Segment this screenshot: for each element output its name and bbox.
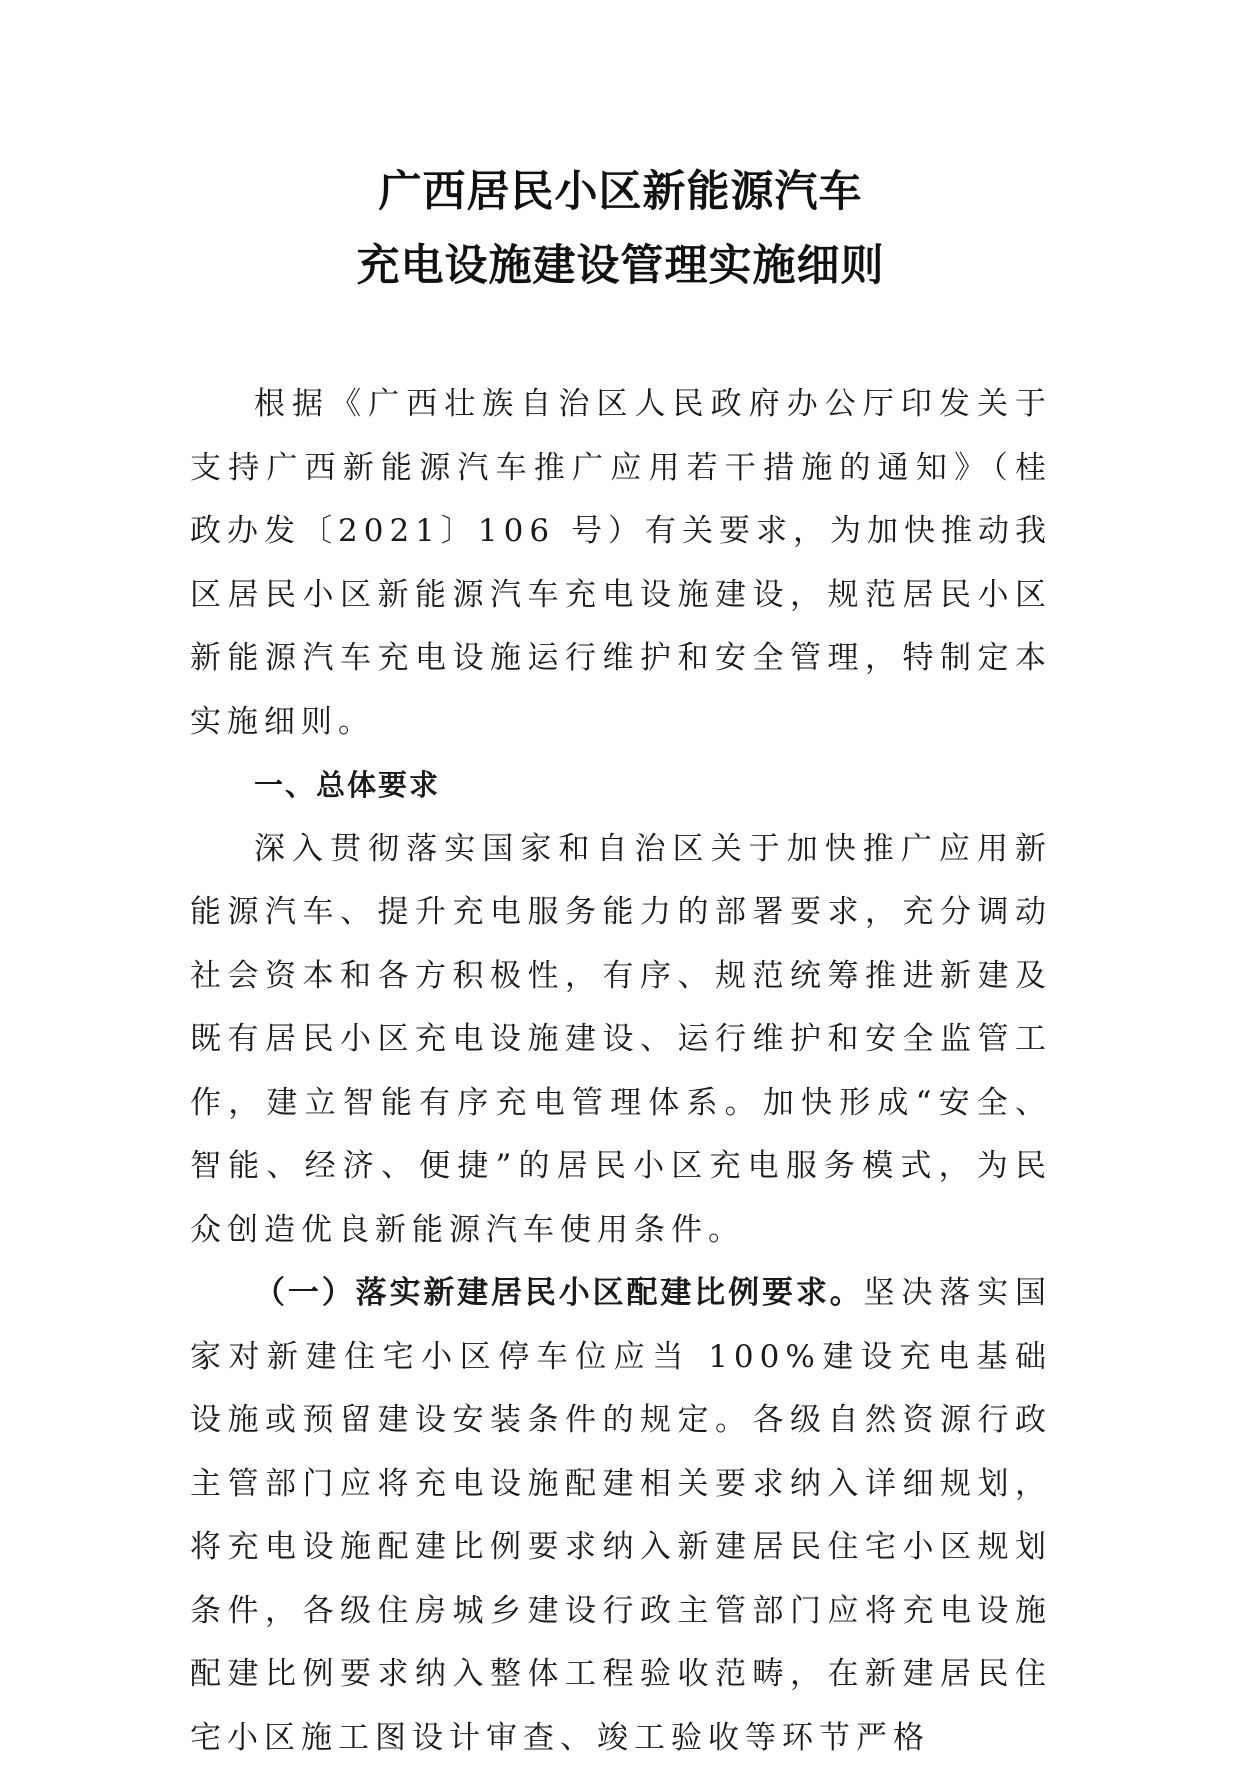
- intro-paragraph: 根据《广西壮族自治区人民政府办公厅印发关于支持广西新能源汽车推广应用若干措施的通知》（桂政办发〔2021〕106 号）有关要求，为加快推动我区居民小区新能源汽车充电设施建设，规范居民小区新能源汽车充电设施运行维护和安全管理，特制定本实施细则。: [190, 386, 1052, 740]
- subsection-1-label: （一）落实新建居民小区配建比例要求。: [254, 1275, 864, 1311]
- subsection-1-paragraph: [190, 1262, 1052, 1770]
- document-title-line-2: 充电设施建设管理实施细则: [356, 241, 885, 291]
- section-heading-overall-requirements: 一、总体要求: [254, 768, 441, 802]
- document-title-line-1: 广西居民小区新能源汽车: [378, 167, 863, 217]
- subsection-1-text: 坚决落实国家对新建住宅小区停车位应当 100%建设充电基础设施或预留建设安装条件的规定。各级自然资源行政主管部门应将充电设施配建相关要求纳入详细规划，将充电设施配建比例要求纳入新建居民住宅小区规划条件，各级住房城乡建设行政主管部门应将充电设施配建比例要求纳入整体工程验收范畴，在新建居民住宅小区施工图设计审查、竣工验收等环节严格: [190, 1275, 1053, 1756]
- document-body: [190, 373, 1052, 1770]
- overall-requirements-paragraph: 深入贯彻落实国家和自治区关于加快推广应用新能源汽车、提升充电服务能力的部署要求，充分调动社会资本和各方积极性，有序、规范统筹推进新建及既有居民小区充电设施建设、运行维护和安全监管工作，建立智能有序充电管理体系。加快形成“安全、智能、经济、便捷”的居民小区充电服务模式，为民众创造优良新能源汽车使用条件。: [190, 830, 1052, 1248]
